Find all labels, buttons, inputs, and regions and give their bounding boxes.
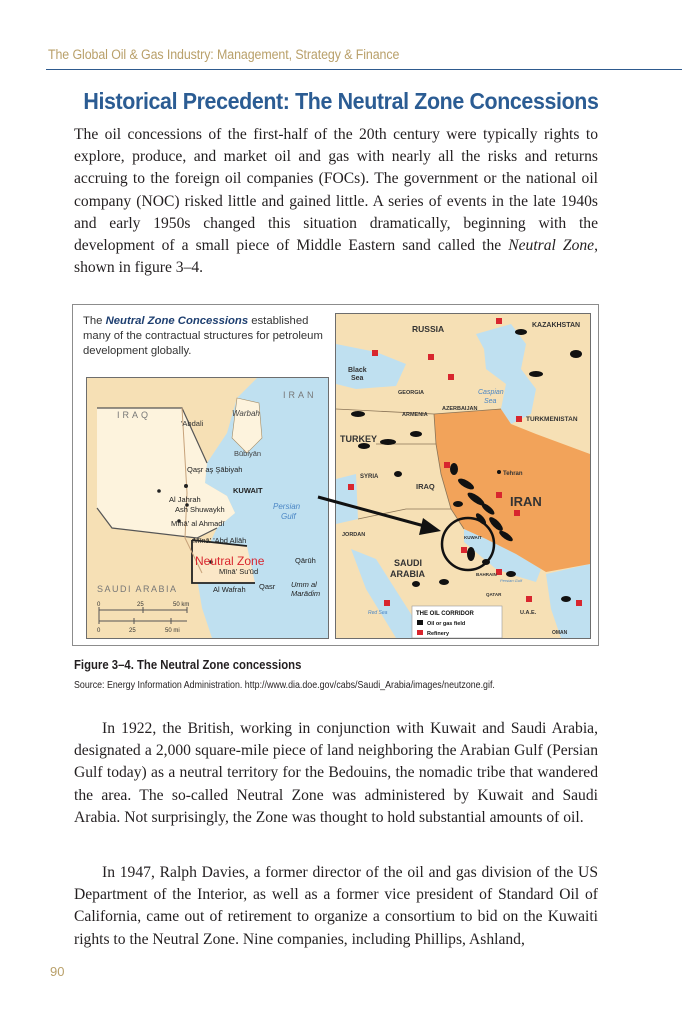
label-red-sea: Red Sea [368,610,388,616]
label-al-wafrah: Al Wafrah [213,585,246,594]
label-russia: RUSSIA [412,324,445,334]
label-umm-al-2: Marādim [291,589,321,598]
legend-title: THE OIL CORRIDOR [416,611,474,617]
scale-mi-25: 25 [129,628,136,634]
label-kuwait: KUWAIT [233,486,263,495]
figure-blurb: The Neutral Zone Concessions established many of the contractual structures for petroleum development globally. [83,315,323,357]
scale-km-25: 25 [137,602,144,608]
label-turkmenistan: TURKMENISTAN [526,416,578,423]
label-mina-abd-allah: Mīnā' 'Abd Allāh [193,536,247,545]
label-armenia: ARMENIA [402,412,428,418]
label-warbah: Warbah [232,409,260,418]
legend-oil-field: Oil or gas field [427,621,466,627]
scale-mi-0: 0 [97,628,101,634]
paragraph-1947: In 1947, Ralph Davies, a former director of the oil and gas division of the US Department of the Interior, as well as a former vice president of Standard Oil of California, came out of retirement to organize a consortium to bid on the Kuwaiti rights to the Neutral Zone. Nine companies, including Phillips, Ashland, [74,864,598,948]
label-kuwait-right: KUWAIT [464,535,482,540]
label-syria: SYRIA [360,474,379,480]
figure-source: Source: Energy Information Administration. http://www.dia.doe.gov/cabs/Saudi_Arabia/images/neutzone.gif. [74,680,495,691]
label-bahrain: BAHRAIN [476,572,497,577]
section-title: Historical Precedent: The Neutral Zone Concessions [83,88,599,114]
label-oman: OMAN [552,630,568,636]
running-header: The Global Oil & Gas Industry: Management, Strategy & Finance [48,47,400,62]
neutral-zone-term: Neutral Zone [508,237,595,255]
label-saudi-2: ARABIA [390,569,425,579]
label-persian-gulf-right: Persian Gulf [500,578,523,583]
oil-corridor-map [335,313,591,639]
label-iraq-right: IRAQ [416,482,435,491]
label-turkey: TURKEY [340,434,378,444]
label-persian-gulf-1: Persian [273,502,301,511]
label-iraq: IRAQ [117,410,152,420]
label-qasr: Qasr [259,582,276,591]
paragraph-1922: In 1922, the British, working in conjunction with Kuwait and Saudi Arabia, designated a 2,000 square-mile piece of land neighboring the Arabian Gulf (Persian Gulf today) as a neutral territory for the Bedouins, the nomadic tribe that wandered the area. The so-called Neutral Zone was administered by Kuwait and Saudi Arabia. Not surprisingly, the Zone was thought to hold substantial amounts of oil. [74,720,598,826]
label-umm-al-1: Umm al [291,580,317,589]
label-azerbaijan: AZERBAIJAN [442,406,478,412]
scale-mi-50: 50 mi [165,628,180,634]
label-mina-suud: Mīnā' Su'ūd [219,567,259,576]
header-rule [46,69,682,70]
scale-km-0: 0 [97,602,101,608]
label-caspian-1: Caspian [478,389,504,396]
scale-km-50: 50 km [173,602,190,608]
label-persian-gulf-2: Gulf [281,512,296,521]
label-bubiyan: Būbiyān [234,449,262,458]
label-kazakhstan: KAZAKHSTAN [532,322,581,329]
label-iran-right: IRAN [510,494,542,509]
figure-3-4 [72,304,599,646]
label-al-jahrah: Al Jahrah [169,495,201,504]
label-qasr-sabiyah: Qaşr aş Şābiyah [187,465,243,474]
label-ash-shuwaykh: Ash Shuwaykh [175,505,225,514]
label-qaruh: Qārūh [295,556,316,565]
page-number: 90 [50,964,65,979]
label-abdali: 'Abdali [181,419,204,428]
label-georgia: GEORGIA [398,390,424,396]
label-saudi-1: SAUDI [394,558,423,568]
label-tehran: Tehran [503,471,523,477]
label-neutral-zone: Neutral Zone [195,554,265,568]
intro-paragraph: The oil concessions of the first-half of the 20th century were typically rights to explore, produce, and market oil and gas with nearly all the risks and returns accruing to the foreign oil companies (FOCs). The government or the national oil company (NOC) risked little and gained little. A series of events in the late 1940s and early 1950s changed this situation dramatically, beginning with the development of a small piece of Middle Eastern sand called the Neutral Zone, shown in figure 3–4. [74,126,598,277]
label-caspian-2: Sea [484,398,497,405]
label-iran: IRAN [283,390,317,400]
figure-label: Figure 3–4. The Neutral Zone concessions [74,658,302,672]
label-mina-al-ahmadi: Mīnā' al Ahmadī [171,519,225,528]
label-black-sea-1: Black [348,367,367,374]
legend-refinery: Refinery [427,631,450,637]
label-jordan: JORDAN [342,532,366,538]
label-black-sea-2: Sea [351,375,364,382]
label-saudi-arabia: SAUDI ARABIA [97,584,178,594]
kuwait-neutral-zone-map [86,377,329,639]
label-uae: U.A.E. [520,610,537,616]
label-qatar: QATAR [486,592,502,597]
